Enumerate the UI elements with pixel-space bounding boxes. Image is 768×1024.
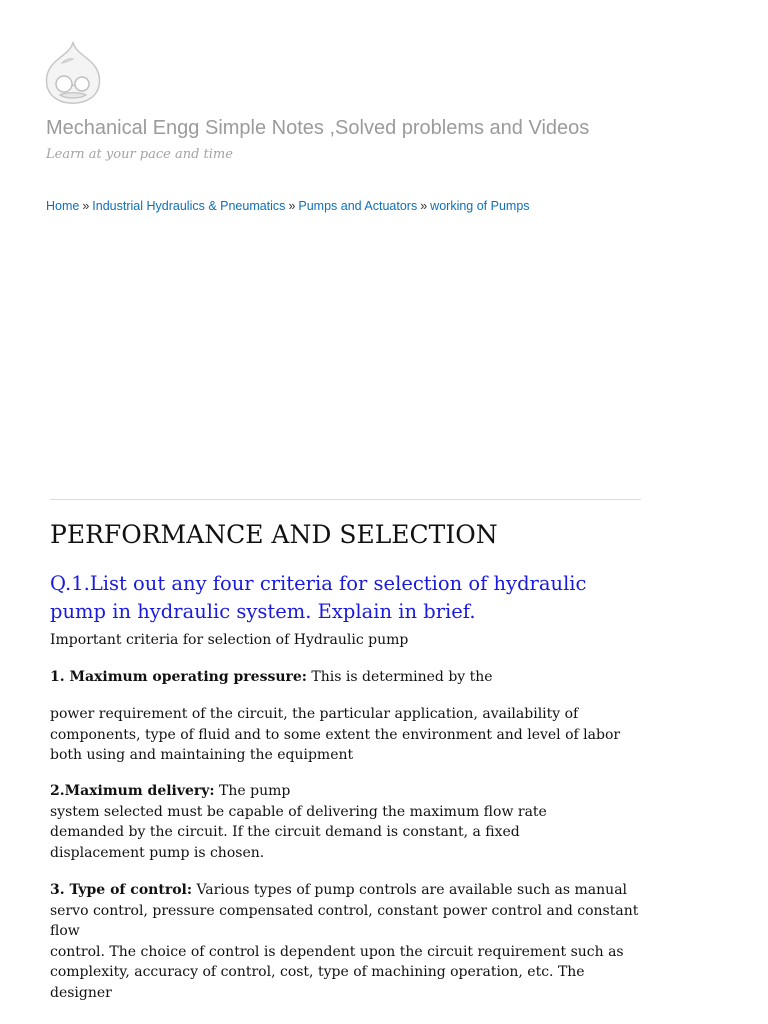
breadcrumb-home-link[interactable]: Home bbox=[46, 199, 80, 213]
intro-text: Important criteria for selection of Hydraulic pump bbox=[50, 632, 409, 648]
criterion-3-label: 3. Type of control: bbox=[50, 882, 193, 898]
criterion-1-label: 1. Maximum operating pressure: bbox=[50, 669, 307, 685]
breadcrumb bbox=[46, 199, 530, 213]
question-line-2: pump in hydraulic system. Explain in brief. bbox=[50, 600, 476, 623]
drupal-drop-icon bbox=[44, 40, 102, 104]
criterion-1-line-4: both using and maintaining the equipment bbox=[50, 747, 354, 763]
criterion-2-label: 2.Maximum delivery: bbox=[50, 783, 215, 799]
breadcrumb-separator: » bbox=[420, 199, 428, 213]
breadcrumb-separator: » bbox=[288, 199, 296, 213]
ad-placeholder bbox=[50, 230, 640, 490]
question-line-1: Q.1.List out any four criteria for selection of hydraulic bbox=[50, 572, 587, 595]
question-heading bbox=[50, 570, 650, 626]
criterion-2-line-4: displacement pump is chosen. bbox=[50, 844, 265, 861]
criterion-3 bbox=[50, 880, 650, 1003]
criterion-1-line-2: power requirement of the circuit, the particular application, availability of bbox=[50, 706, 579, 722]
criterion-3-line-4: control. The choice of control is dependent upon the circuit requirement such as bbox=[50, 943, 624, 960]
criterion-2-line-3: demanded by the circuit. If the circuit demand is constant, a fixed bbox=[50, 824, 520, 840]
criterion-1-continued bbox=[50, 704, 650, 766]
criterion-1-text: This is determined by the bbox=[306, 669, 493, 685]
page-title: PERFORMANCE AND SELECTION bbox=[50, 520, 498, 549]
criterion-2-line-2: system selected must be capable of delivering the maximum flow rate bbox=[50, 803, 547, 820]
criterion-1 bbox=[50, 667, 650, 688]
criterion-3-line-2: servo control, pressure compensated control, constant power control and constant bbox=[50, 902, 639, 919]
criterion-3-line-3: flow bbox=[50, 923, 80, 939]
criterion-3-line-5: complexity, accuracy of control, cost, type of machining operation, etc. The designer bbox=[50, 964, 585, 1001]
content-divider bbox=[50, 499, 641, 500]
breadcrumb-hydraulics-link[interactable]: Industrial Hydraulics & Pneumatics bbox=[92, 199, 286, 213]
site-name-link[interactable]: Mechanical Engg Simple Notes ,Solved problems and Videos bbox=[46, 117, 590, 139]
criterion-2-text: The pump bbox=[214, 783, 291, 799]
site-slogan: Learn at your pace and time bbox=[46, 147, 233, 162]
criterion-1-line-3: components, type of fluid and to some extent the environment and level of labor bbox=[50, 726, 621, 743]
breadcrumb-working-of-pumps-link[interactable]: working of Pumps bbox=[430, 199, 530, 213]
criterion-2 bbox=[50, 781, 650, 863]
breadcrumb-separator: » bbox=[82, 199, 90, 213]
site-logo[interactable] bbox=[44, 40, 102, 104]
breadcrumb-pumps-actuators-link[interactable]: Pumps and Actuators bbox=[298, 199, 418, 213]
criterion-3-text: Various types of pump controls are available such as manual bbox=[192, 882, 628, 898]
